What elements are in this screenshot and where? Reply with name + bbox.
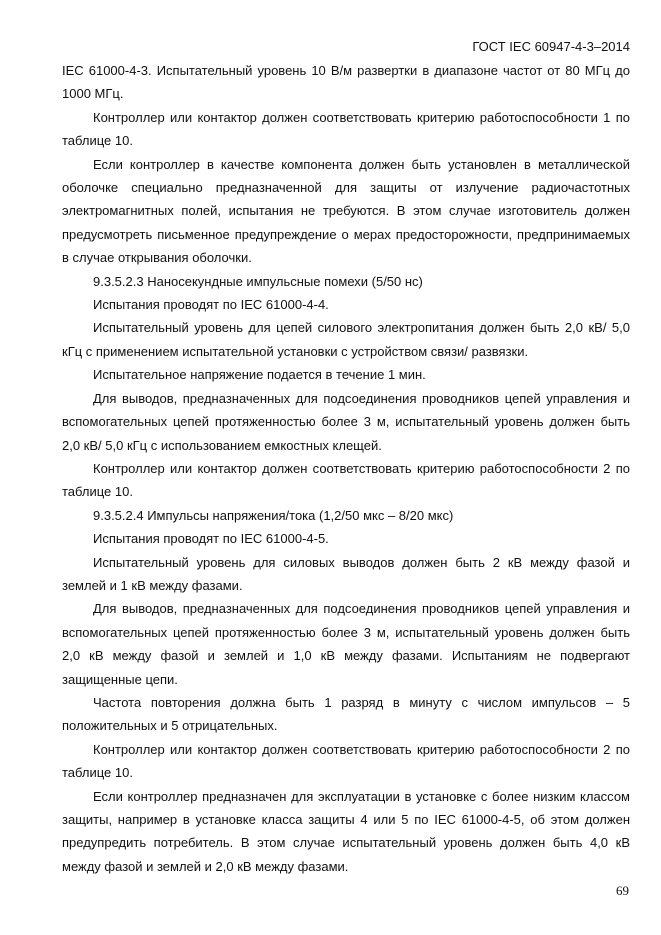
paragraph: Для выводов, предназначенных для подсоединения проводников цепей управления и вспомогательных цепей протяженностью более 3 м, испытательный уровень должен быть 2,0 кВ между фазой и землей и 1,0 кВ между фазами. Испытаниям не подвергают защищенные цепи. [62,601,630,687]
paragraph: Контроллер или контактор должен соответствовать критерию работоспособности 2 по таблице 10. [62,741,630,781]
paragraph: Контроллер или контактор должен соответствовать критерию работоспособности 2 по таблице 10. [62,460,630,500]
paragraph: Если контроллер предназначен для эксплуатации в установке с более низким классом защиты, например в установке класса защиты 4 или 5 по IEC 61000-4-5, об этом должен предупредить потребитель. В этом случае испытательный уровень должен быть 4,0 кВ между фазой и землей и 2,0 кВ между фазами. [62,788,630,874]
paragraph: Испытательное напряжение подается в течение 1 мин. [93,367,426,383]
document-header: ГОСТ IEC 60947-4-3–2014 [472,39,630,54]
paragraph: Контроллер или контактор должен соответствовать критерию работоспособности 1 по таблице 10. [62,109,630,149]
document-body [62,59,630,878]
section-heading: 9.3.5.2.3 Наносекундные импульсные помехи (5/50 нс) [93,273,423,289]
paragraph-continuation: IEC 61000-4-3. Испытательный уровень 10 В/м развертки в диапазоне частот от 80 МГц до 1000 МГц. [62,63,630,102]
paragraph: Испытательный уровень для силовых выводов должен быть 2 кВ между фазой и землей и 1 кВ между фазами. [62,554,630,593]
paragraph: Испытательный уровень для цепей силового электропитания должен быть 2,0 кВ/ 5,0 кГц с применением испытательной установки с устройством связи/ развязки. [62,320,630,359]
paragraph: Испытания проводят по IEC 61000-4-5. [93,531,329,547]
paragraph: Частота повторения должна быть 1 разряд в минуту с числом импульсов – 5 положительных и 5 отрицательных. [62,694,630,734]
paragraph: Для выводов, предназначенных для подсоединения проводников цепей управления и вспомогательных цепей протяженностью более 3 м, испытательный уровень должен быть 2,0 кВ/ 5,0 кГц с использованием емкостных клещей. [62,390,630,453]
paragraph: Испытания проводят по IEC 61000-4-4. [93,297,329,313]
paragraph: Если контроллер в качестве компонента должен быть установлен в металлической оболочке специально предназначенной для защиты от излучение радиочастотных электромагнитных полей, испытания не требуются. В этом случае изготовитель должен предусмотреть письменное предупреждение о мерах предосторожности, предпринимаемых в случае открывания оболочки. [62,156,630,266]
section-heading: 9.3.5.2.4 Импульсы напряжения/тока (1,2/50 мкс – 8/20 мкс) [93,507,454,523]
page-number: 69 [616,883,629,898]
